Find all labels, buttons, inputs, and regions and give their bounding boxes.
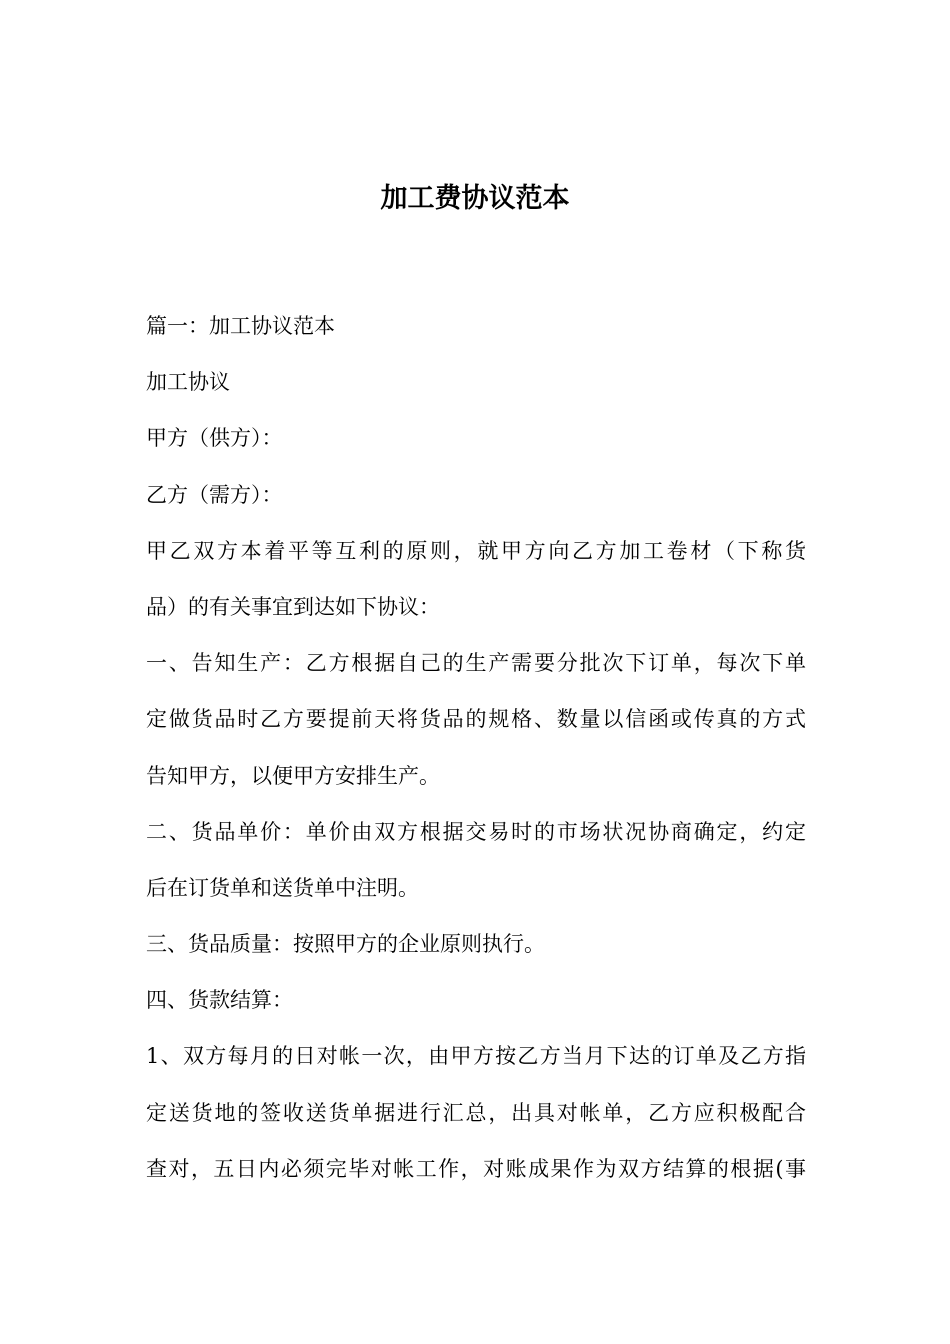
paragraph-line: 二、货品单价：单价由双方根据交易时的市场状况协商确定，约定 [146,819,806,844]
paragraph-line: 四、货款结算： [146,988,293,1013]
paragraph-line: 后在订货单和送货单中注明。 [146,875,419,900]
paragraph-line: 甲乙双方本着平等互利的原则，就甲方向乙方加工卷材（下称货 [146,538,806,563]
document-body [146,308,806,1207]
paragraph-line: 一、告知生产：乙方根据自己的生产需要分批次下订单，每次下单 [146,651,806,676]
section-heading: 篇一：加工协议范本 [146,314,335,338]
paragraph-line: 三、货品质量：按照甲方的企业原则执行。 [146,932,545,957]
paragraph-line: 定做货品时乙方要提前天将货品的规格、数量以信函或传真的方式 [146,707,806,732]
paragraph-line: 1、双方每月的日对帐一次，由甲方按乙方当月下达的订单及乙方指 [146,1044,806,1069]
agreement-name: 加工协议 [146,370,230,395]
party-a-line: 甲方（供方）： [146,426,283,451]
paragraph-line: 品）的有关事宜到达如下协议： [146,594,440,619]
paragraph-line: 查对，五日内必须完毕对帐工作，对账成果作为双方结算的根据(事 [146,1156,806,1181]
paragraph-line: 告知甲方，以便甲方安排生产。 [146,763,440,788]
party-b-line: 乙方（需方）： [146,482,283,507]
document-title: 加工费协议范本 [380,183,570,214]
paragraph-line: 定送货地的签收送货单据进行汇总，出具对帐单，乙方应积极配合 [146,1100,806,1125]
